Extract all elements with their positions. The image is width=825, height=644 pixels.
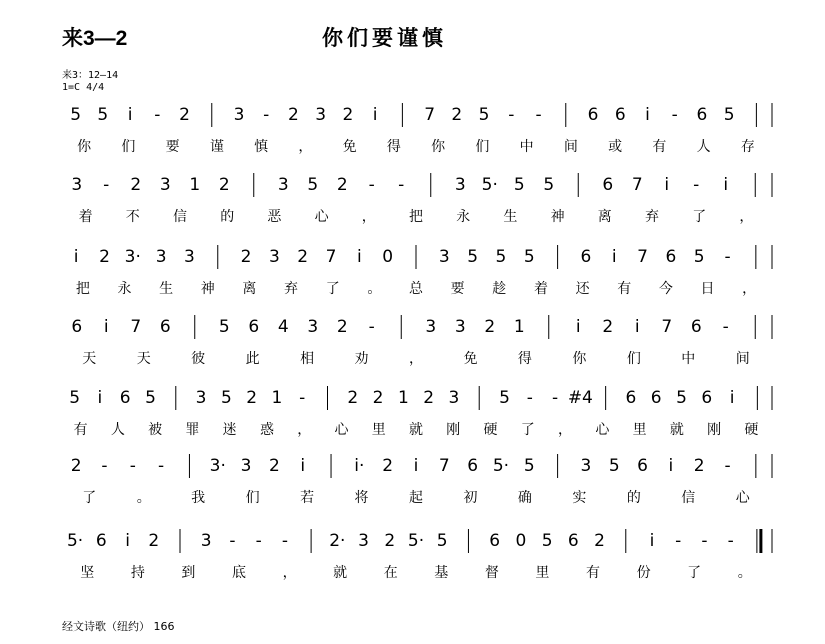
lyric-char: 迷	[222, 422, 237, 438]
note: -	[263, 105, 270, 125]
lyric-char: 有	[586, 565, 600, 581]
note: 1	[189, 175, 201, 195]
lyric-char: 硬	[483, 422, 498, 438]
note: 3	[184, 247, 195, 267]
note: 2	[602, 317, 614, 337]
lyric-char: 弃	[645, 209, 659, 225]
note: -	[281, 531, 288, 551]
lyric-char: 天	[82, 351, 97, 367]
note: i	[575, 317, 581, 337]
note: 5	[499, 388, 510, 408]
lyric-char: 了	[325, 281, 340, 297]
lyric-char: 的	[220, 209, 235, 225]
lyric-char: 中	[519, 139, 534, 155]
lyric-char: 不	[125, 209, 140, 225]
note: 3	[277, 175, 289, 195]
note: 0	[382, 247, 394, 267]
note: 6	[95, 531, 107, 551]
note: 5	[723, 105, 735, 125]
lyric-char: 信	[681, 490, 696, 506]
note: 2	[130, 175, 142, 195]
lyric-char: 人	[696, 139, 711, 155]
note: -	[552, 388, 559, 408]
lyric-char: 要	[450, 281, 465, 297]
note: 3	[155, 247, 167, 267]
lyric-char: 。	[737, 565, 752, 581]
lyric-char: 天	[136, 351, 151, 367]
note: i·	[354, 456, 365, 476]
note: i	[356, 247, 362, 267]
lyric-char: 有	[617, 281, 632, 297]
note: 3	[425, 317, 437, 337]
lyric-char: 在	[383, 565, 398, 581]
note: 2	[297, 247, 309, 267]
lyric-char: 确	[517, 490, 532, 506]
lyric-char: 把	[75, 281, 90, 297]
note: 6	[467, 456, 479, 476]
lyric-char: 有	[652, 139, 667, 155]
note: i	[723, 175, 729, 195]
lyric-char: 间	[735, 351, 750, 367]
lyric-char: ，	[297, 422, 312, 438]
note: 3	[268, 247, 280, 267]
note: i	[634, 317, 640, 337]
lyric-char: 基	[434, 565, 449, 581]
lyric-char: 存	[740, 139, 755, 155]
note: 2	[384, 531, 396, 551]
note: 2	[423, 388, 435, 408]
song-code: 来3—2	[62, 27, 128, 50]
lyric-char: 间	[563, 139, 578, 155]
note: 2	[382, 456, 394, 476]
lyric-char: 里	[632, 422, 647, 438]
note: 2	[342, 105, 354, 125]
lyric-char: 你	[77, 139, 92, 155]
note: 5	[495, 247, 507, 267]
note: -	[671, 105, 678, 125]
note: 7	[661, 317, 673, 337]
note: 6	[665, 247, 677, 267]
note: i	[668, 456, 674, 476]
note: 7	[631, 175, 643, 195]
note: -	[129, 456, 136, 476]
lyric-char: 若	[300, 490, 315, 506]
note: 2	[99, 247, 110, 267]
lyric-char: 日	[700, 281, 715, 297]
note: 3	[307, 317, 319, 337]
lyric-char: 的	[626, 490, 641, 506]
note: 2	[246, 388, 258, 408]
note: 3	[315, 105, 327, 125]
note: 5·	[407, 531, 425, 551]
lyric-char: 人	[110, 422, 125, 438]
lyric-char: 心	[735, 490, 750, 506]
note: 5	[467, 247, 479, 267]
note: 2	[336, 175, 348, 195]
key-time-signature: 1=C 4/4	[62, 82, 105, 93]
lyric-char: 中	[681, 351, 696, 367]
lyric-char: ，	[742, 281, 757, 297]
note: -	[368, 175, 375, 195]
lyric-char: 趁	[492, 281, 507, 297]
note: 5	[220, 388, 232, 408]
note: i	[649, 531, 655, 551]
lyric-char: 离	[242, 281, 257, 297]
song-title: 你们要谨慎	[322, 26, 447, 50]
lyric-char: 刚	[707, 422, 722, 438]
lyric-char: 着	[78, 209, 93, 225]
note: -	[724, 247, 731, 267]
lyric-char: 着	[533, 281, 548, 297]
note: -	[398, 175, 405, 195]
lyric-char: 永	[117, 281, 132, 297]
note: i	[125, 531, 130, 551]
note: 5	[523, 247, 535, 267]
note: i	[73, 247, 79, 267]
lyric-char: 督	[484, 565, 499, 581]
lyric-char: 总	[409, 281, 423, 297]
scripture-reference: 来3：12—14	[62, 70, 119, 81]
note: -	[727, 531, 734, 551]
note: 0	[515, 531, 527, 551]
lyric-char: 相	[300, 351, 315, 367]
note: 2	[336, 317, 348, 337]
note: #4	[567, 388, 593, 408]
note: 3	[233, 105, 245, 125]
note: i	[413, 456, 419, 476]
note: i	[372, 105, 378, 125]
note: 5	[693, 247, 705, 267]
note: 3	[454, 175, 466, 195]
note: 6	[71, 317, 83, 337]
note: i	[127, 105, 133, 125]
note: 5	[69, 388, 81, 408]
note: 5	[543, 175, 555, 195]
note: -	[229, 531, 236, 551]
note: 4	[277, 317, 289, 337]
lyric-char: 里	[371, 422, 386, 438]
note: 3	[358, 531, 369, 551]
note: 6	[696, 105, 708, 125]
lyric-char: 里	[535, 565, 550, 581]
note: 5	[307, 175, 319, 195]
lyric-char: 彼	[191, 351, 206, 367]
note: 6	[489, 531, 501, 551]
note: 3·	[209, 456, 226, 476]
note: 6	[587, 105, 599, 125]
lyric-char: 要	[165, 139, 180, 155]
lyric-char: 得	[517, 351, 532, 367]
lyric-char: 底	[232, 565, 246, 581]
lyric-char: 们	[626, 351, 641, 367]
lyric-char: 把	[409, 209, 423, 225]
lyric-char: 到	[181, 565, 196, 581]
lyric-char: 就	[669, 422, 684, 438]
lyric-char: ，	[558, 422, 573, 438]
lyric-char: 将	[354, 490, 369, 506]
note: -	[526, 388, 533, 408]
note: 2	[693, 456, 705, 476]
note: -	[101, 456, 108, 476]
lyric-char: 惑	[259, 422, 274, 438]
lyric-char: 了	[520, 422, 535, 438]
lyric-char: 被	[148, 422, 163, 438]
note: 1	[397, 388, 409, 408]
note: 3	[200, 531, 212, 551]
note: -	[103, 175, 110, 195]
note: 3	[240, 456, 252, 476]
note: 2	[218, 175, 230, 195]
lyric-char: 恶	[267, 209, 282, 225]
note: 6	[567, 531, 579, 551]
note: 2	[484, 317, 496, 337]
lyric-char: 持	[130, 565, 145, 581]
lyric-char: 坚	[80, 565, 95, 581]
lyric-char: ，	[361, 209, 376, 225]
lyric-char: 起	[409, 490, 423, 506]
lyric-char: 了	[82, 490, 97, 506]
note: -	[724, 456, 731, 476]
note: 2	[451, 105, 463, 125]
lyric-char: 得	[386, 139, 401, 155]
note: 5	[436, 531, 448, 551]
note: 7	[424, 105, 436, 125]
note: i	[729, 388, 735, 408]
lyric-char: 信	[173, 209, 187, 225]
note: 3	[71, 175, 83, 195]
note: 5	[541, 531, 553, 551]
note: 5	[97, 105, 109, 125]
note: 5	[218, 317, 230, 337]
note: i	[664, 175, 670, 195]
lyric-char: 们	[245, 490, 260, 506]
note: i	[300, 456, 306, 476]
lyric-char: 们	[121, 139, 136, 155]
note: -	[535, 105, 542, 125]
note: 5	[145, 388, 156, 408]
lyric-char: 心	[595, 422, 610, 438]
lyric-char: ，	[739, 209, 754, 225]
lyric-char: 有	[73, 422, 88, 438]
note: i	[97, 388, 103, 408]
note: 3	[159, 175, 171, 195]
lyric-char: 你	[431, 139, 446, 155]
lyric-char: ，	[298, 139, 313, 155]
lyric-char: 还	[575, 281, 590, 297]
note: -	[701, 531, 708, 551]
note: -	[693, 175, 700, 195]
lyric-char: 免	[342, 139, 357, 155]
lyric-char: 就	[333, 565, 348, 581]
lyric-char: 或	[608, 139, 623, 155]
lyric-char: 初	[463, 490, 478, 506]
lyric-char: 神	[200, 281, 215, 297]
note: 2	[372, 388, 384, 408]
note: 2	[268, 456, 280, 476]
note: 6	[701, 388, 713, 408]
note: 5	[608, 456, 620, 476]
note: 5	[676, 388, 687, 408]
note: -	[255, 531, 262, 551]
note: 2	[594, 531, 605, 551]
lyric-char: 慎	[254, 139, 269, 155]
note: -	[675, 531, 682, 551]
note: 6	[690, 317, 702, 337]
note: 5	[523, 456, 535, 476]
note: 2	[148, 531, 160, 551]
note: i	[611, 247, 617, 267]
note: 6	[602, 175, 614, 195]
lyric-char: 了	[687, 565, 702, 581]
lyric-char: ，	[282, 565, 297, 581]
note: 2·	[329, 531, 346, 551]
lyric-char: 心	[334, 422, 349, 438]
note: 5	[478, 105, 490, 125]
note: 7	[130, 317, 142, 337]
note: 5	[513, 175, 525, 195]
note: 7	[325, 247, 337, 267]
note: 3	[195, 388, 207, 408]
note: 5·	[481, 175, 498, 195]
lyric-char: 了	[692, 209, 707, 225]
lyric-char: 硬	[744, 422, 759, 438]
note: 2	[240, 247, 252, 267]
note: -	[722, 317, 729, 337]
lyric-char: ，	[409, 351, 423, 367]
lyric-char: 罪	[185, 422, 200, 438]
lyric-char: 实	[572, 490, 587, 506]
lyric-char: 此	[245, 351, 260, 367]
note: 2	[347, 388, 359, 408]
note: 3·	[124, 247, 141, 267]
note: -	[299, 388, 306, 408]
note: 6	[159, 317, 171, 337]
note: 7	[438, 456, 450, 476]
lyric-char: 份	[636, 565, 651, 581]
note: 6	[248, 317, 260, 337]
note: 6	[625, 388, 637, 408]
lyric-char: 刚	[446, 422, 461, 438]
lyric-char: 免	[463, 351, 478, 367]
lyric-char: 你	[572, 351, 587, 367]
note: 3	[580, 456, 592, 476]
lyric-char: 心	[314, 209, 329, 225]
lyric-char: 劝	[354, 351, 369, 367]
note: 2	[70, 456, 82, 476]
lyric-char: 弃	[284, 281, 299, 297]
lyric-char: 就	[409, 422, 423, 438]
note: 5·	[492, 456, 510, 476]
note: 7	[637, 247, 648, 267]
lyric-char: 永	[456, 209, 471, 225]
lyric-char: 神	[550, 209, 565, 225]
note: 6	[580, 247, 592, 267]
note: -	[154, 105, 161, 125]
note: 3	[438, 247, 450, 267]
note: 6	[650, 388, 662, 408]
lyric-char: 们	[475, 139, 490, 155]
lyric-char: 。	[136, 490, 151, 506]
lyric-char: 。	[367, 281, 382, 297]
note: 5	[70, 105, 82, 125]
lyric-char: 谨	[209, 139, 224, 155]
note: 6	[614, 105, 626, 125]
lyric-char: 离	[597, 209, 612, 225]
note: -	[158, 456, 165, 476]
note: 1	[513, 317, 525, 337]
lyric-char: 我	[191, 490, 206, 506]
note: 6	[637, 456, 648, 476]
note: 2	[288, 105, 299, 125]
note: 5·	[66, 531, 84, 551]
note: i	[103, 317, 109, 337]
note: 1	[271, 388, 283, 408]
note: 6	[119, 388, 131, 408]
lyric-char: 生	[159, 281, 174, 297]
note: 3	[454, 317, 466, 337]
source-footer: 经文诗歌（纽约） 166	[62, 620, 175, 633]
note: i	[645, 105, 650, 125]
lyric-char: 今	[658, 281, 673, 297]
note: -	[368, 317, 375, 337]
lyric-char: 生	[503, 209, 518, 225]
note: 3	[448, 388, 460, 408]
note: 2	[179, 105, 190, 125]
note: -	[508, 105, 515, 125]
